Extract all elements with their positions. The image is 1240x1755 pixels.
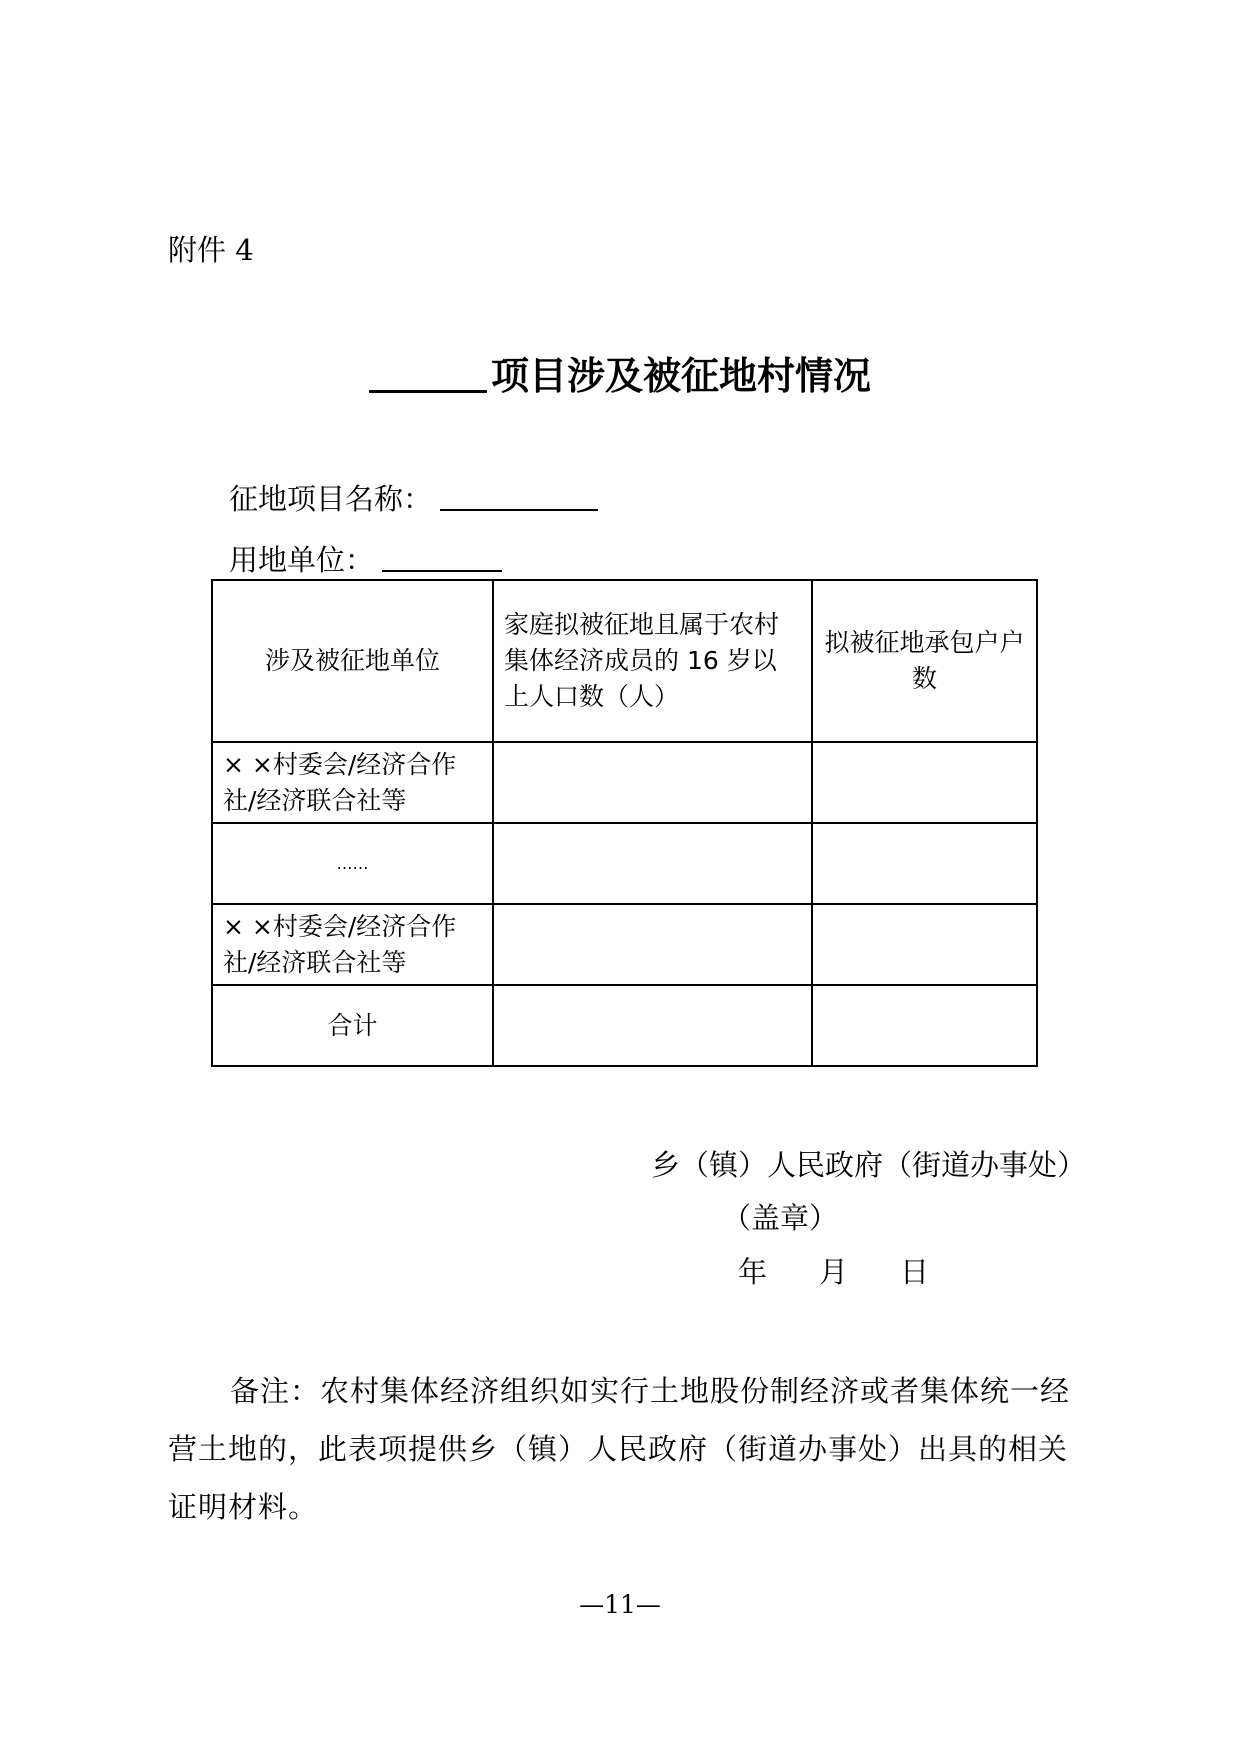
signature-date (738, 1250, 929, 1291)
cell-households (812, 904, 1037, 985)
project-name-field (229, 477, 598, 518)
cell-total-households (812, 985, 1037, 1066)
village-info-table (211, 579, 1038, 1067)
project-name-label: 征地项目名称： (229, 482, 433, 516)
cell-population (493, 823, 812, 904)
land-unit-label: 用地单位： (229, 543, 375, 577)
cell-total-population (493, 985, 812, 1066)
project-name-blank (440, 483, 598, 511)
table-header-row (212, 580, 1037, 742)
cell-households (812, 823, 1037, 904)
footnote-remark: 备注：农村集体经济组织如实行土地股份制经济或者集体统一经营土地的，此表项提供乡（镇）人民政府（街道办事处）出具的相关证明材料。 (168, 1374, 1071, 1524)
cell-population (493, 904, 812, 985)
signature-seal: （盖章） (721, 1201, 838, 1235)
cell-population (493, 742, 812, 823)
table-row (212, 742, 1037, 823)
header-households: 拟被征地承包户户数 (812, 580, 1037, 742)
land-unit-blank (382, 544, 502, 572)
date-day: 日 (900, 1255, 930, 1289)
header-population: 家庭拟被征地且属于农村集体经济成员的 16 岁以上人口数（人） (493, 580, 812, 742)
cell-unit: …… (212, 823, 493, 904)
table-row (212, 904, 1037, 985)
cell-unit: × ×村委会/经济合作社/经济联合社等 (212, 742, 493, 823)
attachment-label: 附件 4 (168, 233, 254, 267)
date-month: 月 (819, 1255, 849, 1289)
land-unit-field (229, 538, 502, 579)
cell-households (812, 742, 1037, 823)
page-title (0, 345, 1240, 400)
table-row (212, 823, 1037, 904)
title-blank-line (369, 352, 487, 393)
table-total-row (212, 985, 1037, 1066)
page-number: —11— (579, 1590, 661, 1619)
header-unit: 涉及被征地单位 (212, 580, 493, 742)
title-text: 项目涉及被征地村情况 (490, 354, 871, 398)
cell-total-label: 合计 (212, 985, 493, 1066)
date-year: 年 (738, 1255, 768, 1289)
cell-unit: × ×村委会/经济合作社/经济联合社等 (212, 904, 493, 985)
signature-government: 乡（镇）人民政府（街道办事处） (650, 1148, 1086, 1182)
